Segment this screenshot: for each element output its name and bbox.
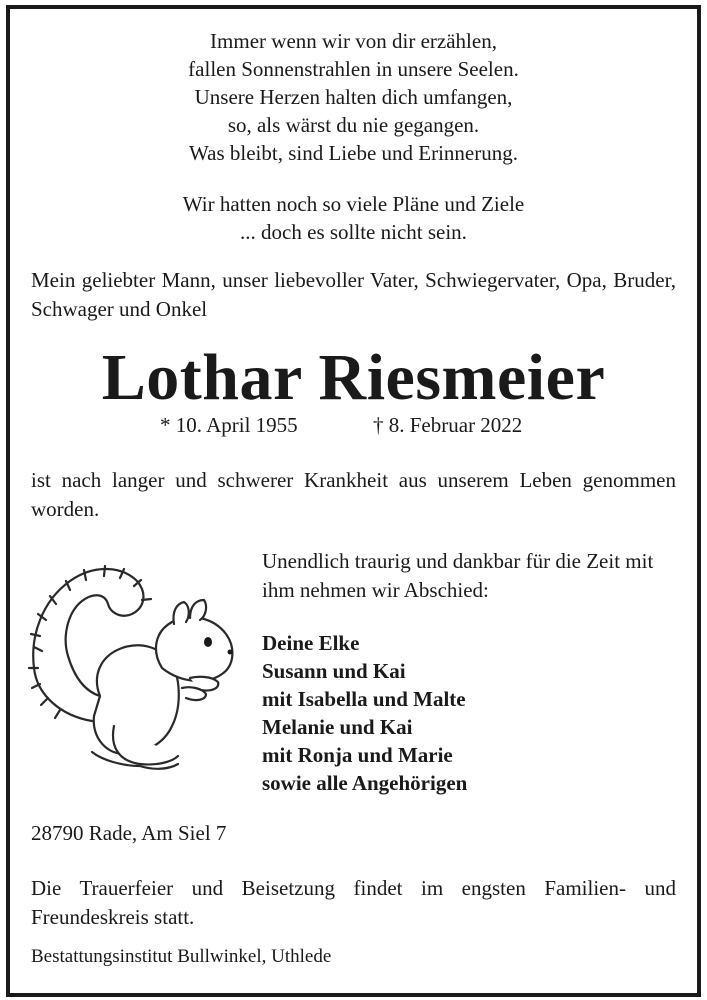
poem-line: Was bleibt, sind Liebe und Erinnerung. bbox=[189, 141, 518, 165]
announcement-text: ist nach langer und schwerer Krankheit aus unserem Leben genommen worden. bbox=[31, 468, 676, 521]
mourner: Susann und Kai bbox=[262, 659, 406, 683]
address: 28790 Rade, Am Siel 7 bbox=[31, 821, 227, 845]
undertaker: Bestattungsinstitut Bullwinkel, Uthlede bbox=[31, 946, 332, 967]
mourner: mit Ronja und Marie bbox=[262, 743, 453, 767]
mourner: mit Isabella und Malte bbox=[262, 687, 466, 711]
poem-line: Wir hatten noch so viele Pläne und Ziele bbox=[182, 192, 525, 216]
intro-text: Mein geliebter Mann, unser liebevoller Vater, Schwiegervater, Opa, Bruder, Schwager und Onkel bbox=[31, 268, 676, 321]
poem-line: so, als wärst du nie gegangen. bbox=[227, 113, 480, 137]
mourners-list bbox=[262, 629, 467, 797]
poem-line: ... doch es sollte nicht sein. bbox=[240, 220, 467, 244]
ceremony-text: Die Trauerfeier und Beisetzung findet im engsten Familien- und Freundeskreis statt. bbox=[31, 876, 676, 929]
death-date: † 8. Februar 2022 bbox=[373, 413, 523, 437]
farewell-line: Unendlich traurig und dankbar für die Zeit mit ihm nehmen wir Abschied: bbox=[262, 549, 654, 602]
mourner: Deine Elke bbox=[262, 631, 360, 655]
farewell-text bbox=[262, 547, 682, 605]
poem bbox=[0, 27, 707, 167]
mourner: sowie alle Angehörigen bbox=[262, 771, 468, 795]
squirrel-drawing bbox=[22, 556, 247, 781]
poem-line: fallen Sonnenstrahlen in unsere Seelen. bbox=[188, 57, 519, 81]
poem-second-verse bbox=[0, 190, 707, 246]
birth-date: * 10. April 1955 bbox=[160, 413, 298, 437]
deceased-name: Lothar Riesmeier bbox=[101, 341, 606, 414]
poem-line: Unsere Herzen halten dich umfangen, bbox=[194, 85, 513, 109]
mourner: Melanie und Kai bbox=[262, 715, 413, 739]
poem-line: Immer wenn wir von dir erzählen, bbox=[210, 29, 497, 53]
